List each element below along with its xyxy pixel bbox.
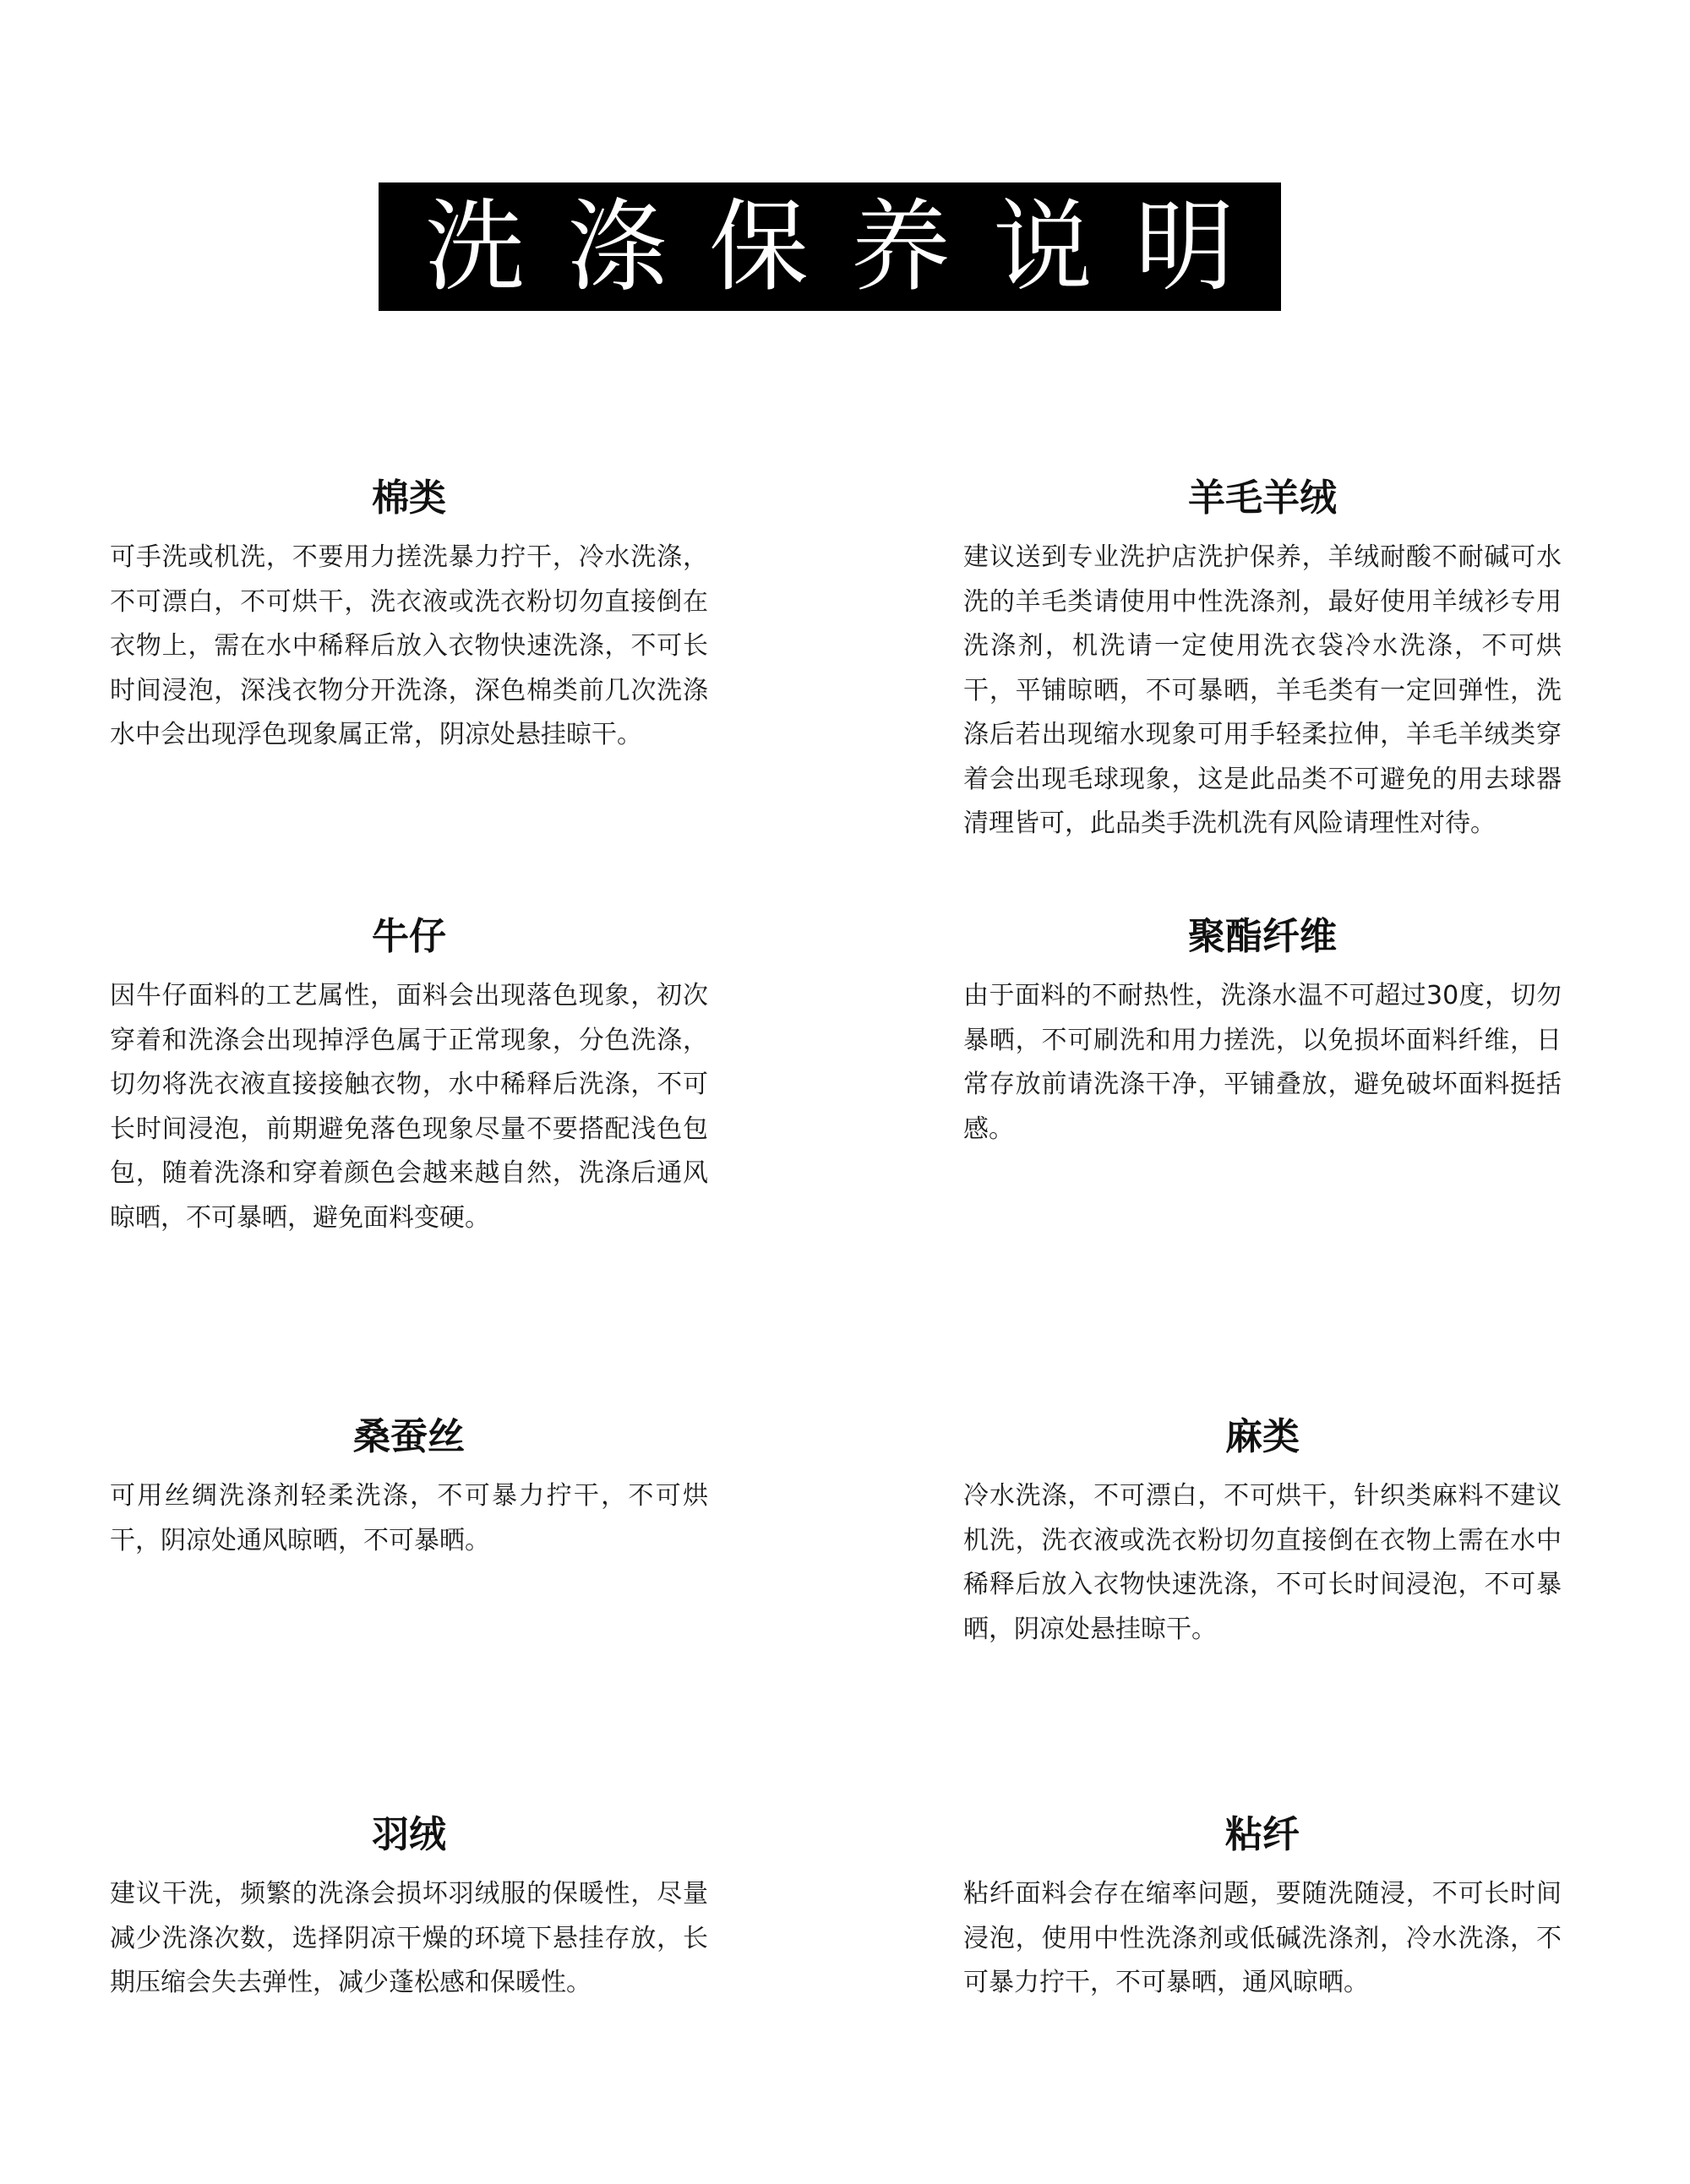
section-denim (110, 915, 708, 1240)
section-linen (963, 1415, 1562, 1652)
section-silk (110, 1415, 708, 1563)
section-cotton (110, 477, 708, 758)
section-body: 建议送到专业洗护店洗护保养，羊绒耐酸不耐碱可水洗的羊毛类请使用中性洗涤剂，最好使用羊绒衫专用洗涤剂，机洗请一定使用洗衣袋冷水洗涤，不可烘干，平铺晾晒，不可暴晒，羊毛类有一定回弹性，洗涤后若出现缩水现象可用手轻柔拉伸，羊毛羊绒类穿着会出现毛球现象，这是此品类不可避免的用去球器清理皆可，此品类手洗机洗有风险请理性对待。 (963, 542, 1562, 838)
section-body: 因牛仔面料的工艺属性，面料会出现落色现象，初次穿着和洗涤会出现掉浮色属于正常现象，分色洗涤，切勿将洗衣液直接接触衣物，水中稀释后洗涤，不可长时间浸泡，前期避免落色现象尽量不要搭配浅色包包，随着洗涤和穿着颜色会越来越自然，洗涤后通风晾晒，不可暴晒，避免面料变硬。 (110, 981, 708, 1233)
section-heading: 桑蚕丝 (353, 1415, 465, 1458)
section-polyester (963, 915, 1562, 1152)
section-down (110, 1813, 708, 2006)
section-heading: 棉类 (372, 477, 446, 520)
section-heading: 麻类 (1225, 1415, 1300, 1458)
section-heading: 粘纤 (1225, 1813, 1300, 1856)
section-body: 粘纤面料会存在缩率问题，要随洗随浸，不可长时间浸泡，使用中性洗涤剂或低碱洗涤剂，冷水洗涤，不可暴力拧干，不可暴晒，通风晾晒。 (963, 1879, 1562, 1997)
section-body: 建议干洗，频繁的洗涤会损坏羽绒服的保暖性，尽量减少洗涤次数，选择阴凉干燥的环境下悬挂存放，长期压缩会失去弹性，减少蓬松感和保暖性。 (110, 1879, 708, 1997)
page-title-box (379, 182, 1281, 311)
section-viscose (963, 1813, 1562, 2006)
section-heading: 羊毛羊绒 (1188, 477, 1337, 520)
section-body: 由于面料的不耐热性，洗涤水温不可超过30度，切勿暴晒，不可刷洗和用力搓洗，以免损坏面料纤维，日常存放前请洗涤干净，平铺叠放，避免破坏面料挺括感。 (963, 981, 1562, 1144)
section-heading: 羽绒 (372, 1813, 446, 1856)
section-body: 可用丝绸洗涤剂轻柔洗涤，不可暴力拧干，不可烘干，阴凉处通风晾晒，不可暴晒。 (110, 1481, 708, 1555)
section-heading: 聚酯纤维 (1188, 915, 1337, 958)
section-heading: 牛仔 (372, 915, 446, 958)
section-wool-cashmere (963, 477, 1562, 847)
page-title: 洗涤保养说明 (424, 188, 1277, 305)
section-body: 可手洗或机洗，不要用力搓洗暴力拧干，冷水洗涤，不可漂白，不可烘干，洗衣液或洗衣粉切勿直接倒在衣物上，需在水中稀释后放入衣物快速洗涤，不可长时间浸泡，深浅衣物分开洗涤，深色棉类前几次洗涤水中会出现浮色现象属正常，阴凉处悬挂晾干。 (110, 542, 708, 749)
section-body: 冷水洗涤，不可漂白，不可烘干，针织类麻料不建议机洗，洗衣液或洗衣粉切勿直接倒在衣物上需在水中稀释后放入衣物快速洗涤，不可长时间浸泡，不可暴晒，阴凉处悬挂晾干。 (963, 1481, 1562, 1644)
